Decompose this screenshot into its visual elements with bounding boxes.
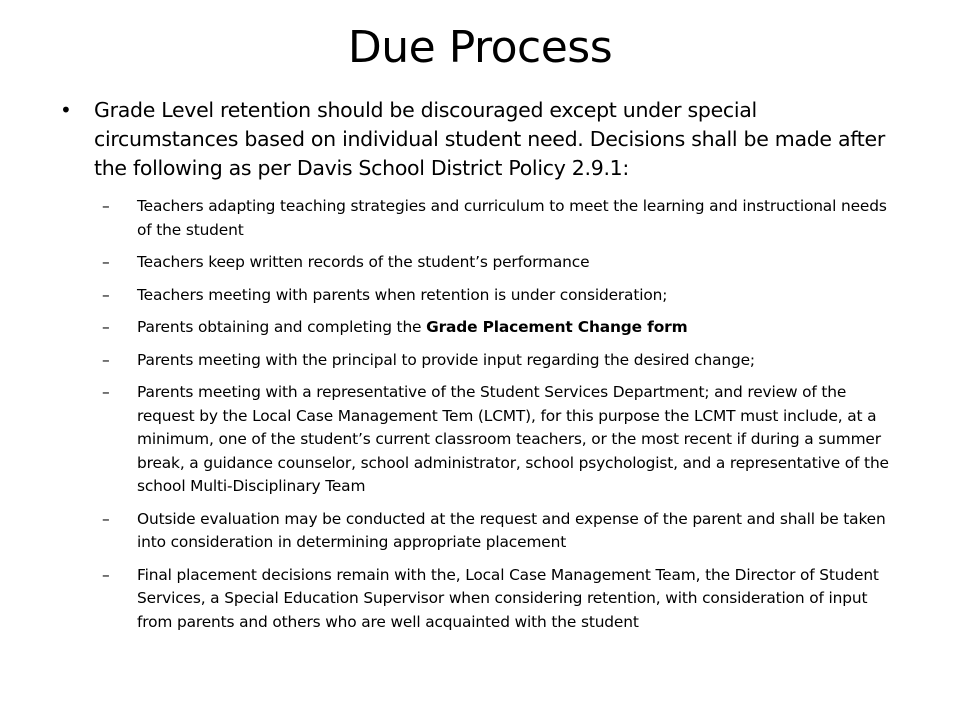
dash-icon: – (102, 285, 110, 304)
sub-bullet-item (60, 316, 890, 340)
dash-icon: – (102, 565, 110, 584)
sub-bullet-text: Teachers adapting teaching strategies and curriculum to meet the learning and instructional needs of the student (137, 197, 887, 239)
dash-icon: – (102, 318, 110, 336)
sub-bullet-text: Outside evaluation may be conducted at the request and expense of the parent and shall be taken into consideration in determining appropriate placement (137, 509, 886, 551)
dash-icon: – (102, 253, 110, 271)
sub-bullet-item (60, 349, 890, 373)
sub-bullet-text: Parents meeting with a representative of the Student Services Department; and review of the request by the Local Case Management Tem (LCMT), for this purpose the LCMT must include, at a minimum, one of the student’s current classroom teachers, or the most recent if during a summer break, a guidance counselor, school administrator, school psychologist, and a representative of the school Multi-Disciplinary Team (137, 383, 889, 495)
sub-bullet-list (60, 195, 890, 634)
dash-icon: – (102, 197, 110, 215)
sub-bullet-text: Teachers meeting with parents when retention is under consideration; (137, 285, 668, 304)
sub-bullet-text: Final placement decisions remain with the, Local Case Management Team, the Director of Student Services, a Special Education Supervisor when considering retention, with consideration of input from parents and others who are well acquainted with the student (137, 565, 879, 631)
sub-bullet-item (60, 251, 890, 275)
main-bullet (60, 96, 890, 183)
slide-title: Due Process (347, 22, 613, 73)
sub-bullet-item (60, 508, 890, 555)
dash-icon: – (102, 383, 110, 401)
sub-bullet-item (60, 564, 890, 635)
dash-icon: – (102, 509, 110, 528)
dash-icon: – (102, 350, 110, 369)
main-bullet-text: Grade Level retention should be discouraged except under special circumstances based on individual student need. Decisions shall be made after the following as per Davis School District Policy 2.9.1: (94, 98, 885, 180)
bullet-dot-icon: • (60, 98, 72, 122)
sub-bullet-text: Teachers keep written records of the student’s performance (137, 253, 590, 271)
sub-bullet-item (60, 195, 890, 242)
grade-placement-form-name: Grade Placement Change form (426, 318, 688, 336)
sub-bullet-text-prefix: Parents obtaining and completing the (137, 318, 427, 336)
sub-bullet-text: Parents meeting with the principal to provide input regarding the desired change; (137, 350, 755, 369)
slide-content (60, 96, 890, 643)
sub-bullet-item (60, 284, 890, 308)
sub-bullet-item (60, 381, 890, 499)
